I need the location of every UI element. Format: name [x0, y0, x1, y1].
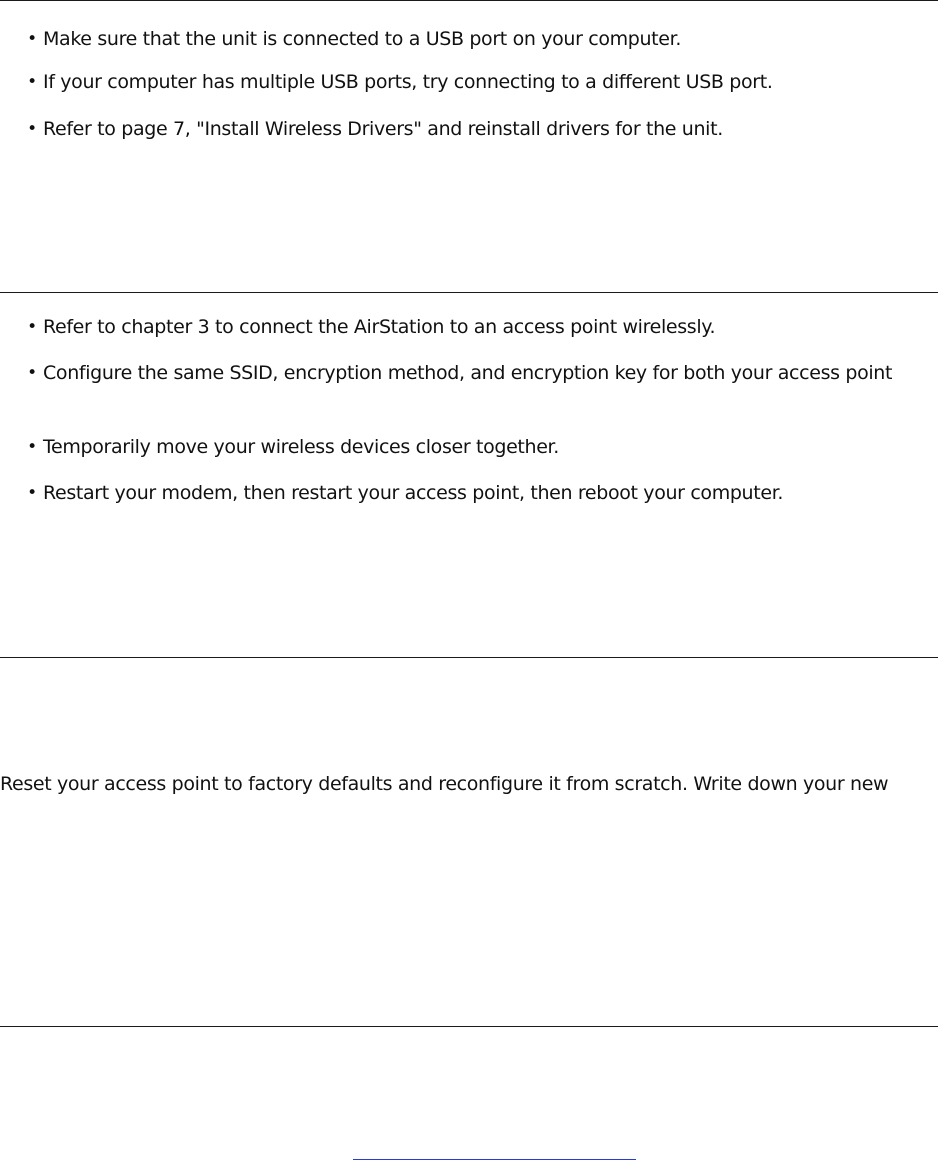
list-item — [0, 479, 938, 507]
bullet-icon: • — [27, 72, 37, 92]
list-item — [0, 25, 938, 53]
list-item-text: Refer to chapter 3 to connect the AirStation to an access point wirelessly. — [43, 316, 716, 338]
list-item-text: Refer to page 7, "Install Wireless Drivers" and reinstall drivers for the unit. — [43, 118, 723, 140]
bullet-icon: • — [27, 437, 37, 457]
list-item — [0, 115, 938, 143]
section-divider-top — [0, 0, 938, 1]
list-item — [0, 433, 938, 461]
bullet-icon: • — [27, 119, 37, 139]
bullet-icon: • — [27, 363, 37, 383]
list-item-text: If your computer has multiple USB ports, try connecting to a different USB port. — [43, 71, 773, 93]
list-item — [0, 68, 938, 96]
bullet-icon: • — [27, 29, 37, 49]
bullet-icon: • — [27, 483, 37, 503]
list-item-text: Configure the same SSID, encryption method, and encryption key for both your access point — [43, 362, 893, 384]
section-divider — [0, 1026, 938, 1027]
list-item — [0, 313, 938, 341]
hyperlink-underline[interactable] — [353, 1159, 636, 1160]
list-item-text: Temporarily move your wireless devices closer together. — [43, 436, 559, 458]
bullet-icon: • — [27, 317, 37, 337]
section-divider — [0, 292, 938, 293]
list-item — [0, 359, 938, 387]
reset-instruction: Reset your access point to factory defaults and reconfigure it from scratch. Write down your new — [0, 773, 889, 795]
section-divider — [0, 657, 938, 658]
list-item-text: Restart your modem, then restart your access point, then reboot your computer. — [43, 482, 784, 504]
list-item-text: Make sure that the unit is connected to a USB port on your computer. — [43, 28, 682, 50]
